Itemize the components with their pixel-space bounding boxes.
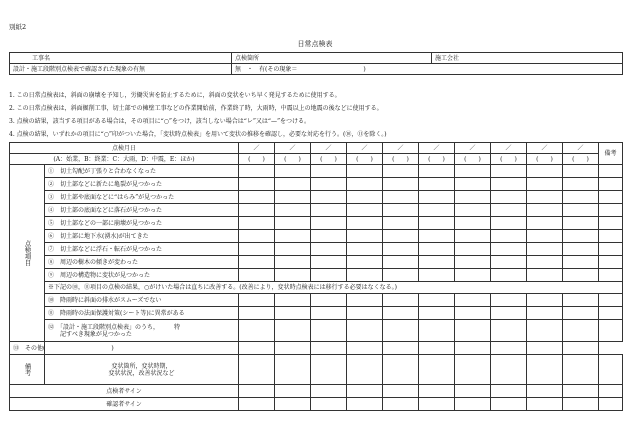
remarks-cell[interactable] (599, 355, 623, 385)
check-cell[interactable] (563, 307, 599, 320)
check-cell[interactable] (347, 204, 383, 217)
check-cell[interactable] (563, 165, 599, 178)
sign-cell[interactable] (455, 385, 491, 398)
check-cell[interactable] (527, 243, 563, 256)
check-cell[interactable] (491, 191, 527, 204)
item-label: ③ 切土部や底面などに“はらみ”が見つかった (45, 191, 239, 204)
check-cell[interactable] (383, 256, 419, 269)
remarks-label: 備考 (10, 355, 45, 385)
check-cell[interactable] (275, 204, 311, 217)
check-cell[interactable] (275, 307, 311, 320)
remarks-cell[interactable] (599, 269, 623, 282)
remarks-cell[interactable] (599, 320, 623, 342)
check-cell[interactable] (563, 191, 599, 204)
check-cell[interactable] (383, 342, 419, 355)
remarks-cell[interactable] (563, 342, 599, 355)
sign-cell[interactable] (239, 385, 275, 398)
note-2: 2. この日常点検表は，斜面掘削工事，切土部での擁壁工事などの作業開始前，作業終了時，大雨時，中震以上の地震の後などに使用する。 (9, 105, 383, 112)
remarks-hint-line1: 変状箇所，変状時期， (111, 362, 172, 370)
remarks-input[interactable] (419, 355, 455, 385)
check-cell[interactable] (347, 307, 383, 320)
check-cell[interactable] (275, 191, 311, 204)
date-cell[interactable]: ／ (563, 143, 599, 154)
check-cell[interactable] (347, 230, 383, 243)
remarks-header: 備考 (599, 143, 623, 165)
check-cell[interactable] (563, 294, 599, 307)
check-cell[interactable] (527, 217, 563, 230)
check-cell[interactable] (275, 165, 311, 178)
check-cell[interactable] (311, 165, 347, 178)
remarks-cell[interactable] (599, 307, 623, 320)
check-cell[interactable] (563, 204, 599, 217)
item-label: ⑦ 切土部などに浮石・転石が見つかった (45, 243, 239, 256)
contractor-field[interactable]: 施工会社 (432, 53, 623, 64)
check-cell[interactable] (311, 342, 347, 355)
check-cell[interactable] (491, 320, 527, 342)
sign-cell[interactable] (455, 398, 491, 411)
check-cell[interactable] (347, 320, 383, 342)
check-cell[interactable] (419, 320, 455, 342)
check-cell[interactable] (491, 307, 527, 320)
check-cell[interactable] (527, 191, 563, 204)
sign-cell[interactable] (383, 398, 419, 411)
check-cell[interactable] (347, 269, 383, 282)
check-cell[interactable] (527, 307, 563, 320)
check-cell[interactable] (527, 178, 563, 191)
check-cell[interactable] (275, 294, 311, 307)
check-cell[interactable] (419, 307, 455, 320)
item-label: ① 切土勾配が丁張りと合わなくなった (45, 165, 239, 178)
header-date-label: 点検月日 (10, 143, 239, 154)
check-cell[interactable] (347, 256, 383, 269)
date-cell[interactable]: ／ (527, 143, 563, 154)
remarks-cell[interactable] (599, 256, 623, 269)
check-cell[interactable] (563, 217, 599, 230)
check-cell[interactable] (311, 269, 347, 282)
check-cell[interactable] (527, 204, 563, 217)
check-cell[interactable] (455, 204, 491, 217)
check-cell[interactable] (275, 230, 311, 243)
remarks-cell[interactable] (599, 165, 623, 178)
check-cell[interactable] (311, 178, 347, 191)
check-cell[interactable] (311, 320, 347, 342)
sign-cell[interactable] (563, 385, 599, 398)
check-cell[interactable] (563, 269, 599, 282)
sign-cell[interactable] (599, 385, 623, 398)
category-label: 点検項目 (10, 165, 45, 342)
type-cell[interactable]: ( ) (275, 154, 311, 165)
item-label: ④ 切土部の底面などに落石が見つかった (45, 204, 239, 217)
remarks-hint (45, 355, 239, 385)
check-cell[interactable] (275, 256, 311, 269)
work-name-field[interactable]: 工事名 (10, 53, 232, 64)
check-cell[interactable] (419, 191, 455, 204)
date-cell[interactable]: ／ (311, 143, 347, 154)
sign-cell[interactable] (599, 398, 623, 411)
check-cell[interactable] (563, 320, 599, 342)
check-cell[interactable] (383, 230, 419, 243)
check-cell[interactable] (455, 178, 491, 191)
sign-cell[interactable] (311, 398, 347, 411)
remarks-input[interactable] (527, 355, 563, 385)
check-cell[interactable] (311, 204, 347, 217)
check-cell[interactable] (419, 178, 455, 191)
type-cell[interactable]: ( ) (239, 154, 275, 165)
page-title: 日常点検表 (297, 40, 333, 48)
type-cell[interactable]: ( ) (491, 154, 527, 165)
sign-cell[interactable] (347, 398, 383, 411)
check-cell[interactable] (383, 217, 419, 230)
check-cell[interactable] (419, 217, 455, 230)
check-cell[interactable] (455, 294, 491, 307)
confirm-label: 設計・施工段階別点検表で確認された現象の有無 (10, 64, 232, 75)
check-cell[interactable] (491, 165, 527, 178)
remarks-input[interactable] (491, 355, 527, 385)
remarks-cell[interactable] (599, 217, 623, 230)
check-cell[interactable] (383, 191, 419, 204)
sign-cell[interactable] (275, 385, 311, 398)
item-12-line2: 記すべき現象が見つかった (60, 330, 132, 338)
sign-cell[interactable] (239, 398, 275, 411)
check-cell[interactable] (311, 217, 347, 230)
sign-cell[interactable] (311, 385, 347, 398)
check-cell[interactable] (239, 320, 275, 342)
check-cell[interactable] (239, 217, 275, 230)
date-cell[interactable]: ／ (239, 143, 275, 154)
sign-cell[interactable] (527, 398, 563, 411)
check-cell[interactable] (419, 256, 455, 269)
check-cell[interactable] (563, 230, 599, 243)
item-label: ⑤ 切土部などの一部に崩壊が見つかった (45, 217, 239, 230)
sign-cell[interactable] (347, 385, 383, 398)
check-cell[interactable] (239, 165, 275, 178)
check-cell[interactable] (347, 178, 383, 191)
type-cell[interactable]: ( ) (347, 154, 383, 165)
type-cell[interactable]: ( ) (419, 154, 455, 165)
confirmer-sign-label: 確認者サイン (10, 398, 239, 411)
check-cell[interactable] (275, 178, 311, 191)
check-cell[interactable] (311, 191, 347, 204)
check-cell[interactable] (347, 165, 383, 178)
check-cell[interactable] (455, 230, 491, 243)
check-cell[interactable] (527, 269, 563, 282)
check-cell[interactable] (311, 230, 347, 243)
check-cell[interactable] (527, 294, 563, 307)
header-legend: (A：始業，B：終業：C：大雨，D：中震，E：ほか) (10, 154, 239, 165)
check-cell[interactable] (383, 243, 419, 256)
item-12-line1: ⑫ 「設計・施工段階別点検表」のうち， 特 (48, 323, 181, 331)
check-cell[interactable] (383, 294, 419, 307)
confirm-options[interactable]: 無 ・ 有(その現象＝ ) (232, 64, 623, 75)
check-cell[interactable] (239, 230, 275, 243)
check-cell[interactable] (455, 165, 491, 178)
check-cell[interactable] (455, 191, 491, 204)
remarks-input[interactable] (383, 355, 419, 385)
check-cell[interactable] (491, 342, 527, 355)
note-1: 1. この日常点検表は，斜面の崩壊を予知し，労働災害を防止するために，斜面の変状をいち早く発見するために使用する。 (9, 92, 341, 99)
item-12 (45, 320, 239, 342)
check-cell[interactable] (455, 269, 491, 282)
remarks-cell[interactable] (599, 243, 623, 256)
check-cell[interactable] (527, 342, 563, 355)
check-cell[interactable] (563, 256, 599, 269)
check-cell[interactable] (347, 191, 383, 204)
inspection-grid (9, 142, 623, 411)
date-cell[interactable]: ／ (383, 143, 419, 154)
check-cell[interactable] (239, 191, 275, 204)
check-cell[interactable] (275, 269, 311, 282)
item-13: ⑬ その他( ) (10, 342, 45, 355)
check-cell[interactable] (239, 269, 275, 282)
check-cell[interactable] (419, 204, 455, 217)
check-cell[interactable] (239, 204, 275, 217)
item-label: ⑨ 周辺の構造物に変状が見つかった (45, 269, 239, 282)
check-cell[interactable] (347, 243, 383, 256)
type-cell[interactable]: ( ) (563, 154, 599, 165)
check-cell[interactable] (491, 204, 527, 217)
check-cell[interactable] (563, 243, 599, 256)
note-4: 4. 点検の結果，いずれかの項目に“○”印がついた場合，「変状時点検表」を用いて変状の推移を確認し，必要な対応を行う。(⑩，⑪を除く。) (9, 131, 387, 138)
item-label: ⑧ 周辺の樹木の傾きが変わった (45, 256, 239, 269)
remarks-hint-line2: 変状状況，改善状況など (108, 369, 175, 377)
sign-cell[interactable] (419, 398, 455, 411)
date-cell[interactable]: ／ (491, 143, 527, 154)
check-cell[interactable] (419, 269, 455, 282)
check-cell[interactable] (527, 320, 563, 342)
check-cell[interactable] (455, 243, 491, 256)
check-cell[interactable] (491, 230, 527, 243)
check-cell[interactable] (563, 178, 599, 191)
remarks-cell[interactable] (599, 230, 623, 243)
check-cell[interactable] (311, 294, 347, 307)
info-table (9, 52, 623, 75)
check-cell[interactable] (491, 269, 527, 282)
check-cell[interactable] (491, 217, 527, 230)
mid-note: ※下記の⑩，⑪項目の点検の結果，○がけいた場合は直ちに改善する。(改善により，変状時点検表には移行する必要はなくなる。) (45, 282, 623, 294)
remarks-cell[interactable] (599, 178, 623, 191)
date-cell[interactable]: ／ (419, 143, 455, 154)
check-cell[interactable] (419, 243, 455, 256)
item-label: ⑪ 降雨時の法面保護対策(シート等)に異常がある (45, 307, 239, 320)
check-cell[interactable] (239, 294, 275, 307)
check-cell[interactable] (311, 243, 347, 256)
check-cell[interactable] (383, 269, 419, 282)
check-cell[interactable] (347, 342, 383, 355)
check-cell[interactable] (239, 178, 275, 191)
check-cell[interactable] (419, 294, 455, 307)
check-cell[interactable] (419, 165, 455, 178)
check-cell[interactable] (383, 178, 419, 191)
check-cell[interactable] (311, 256, 347, 269)
check-cell[interactable] (491, 256, 527, 269)
check-cell[interactable] (383, 204, 419, 217)
check-cell[interactable] (455, 256, 491, 269)
inspector-sign-label: 点検者サイン (10, 385, 239, 398)
check-cell[interactable] (239, 342, 275, 355)
check-cell[interactable] (527, 256, 563, 269)
check-cell[interactable] (239, 256, 275, 269)
check-cell[interactable] (239, 243, 275, 256)
check-cell[interactable] (347, 217, 383, 230)
item-label: ⑥ 切土部に地下水(湧水)が出てきた (45, 230, 239, 243)
check-cell[interactable] (383, 307, 419, 320)
type-cell[interactable]: ( ) (455, 154, 491, 165)
sign-cell[interactable] (563, 398, 599, 411)
item-label: ⑩ 降雨時に斜面の排水がスムーズでない (45, 294, 239, 307)
remarks-input[interactable] (239, 355, 275, 385)
remarks-input[interactable] (455, 355, 491, 385)
type-cell[interactable]: ( ) (383, 154, 419, 165)
check-cell[interactable] (455, 307, 491, 320)
check-cell[interactable] (419, 230, 455, 243)
date-cell[interactable]: ／ (455, 143, 491, 154)
check-cell[interactable] (275, 342, 311, 355)
remarks-input[interactable] (311, 355, 347, 385)
remarks-cell[interactable] (599, 204, 623, 217)
check-cell[interactable] (455, 217, 491, 230)
note-3: 3. 点検の結果，該当する項目がある場合は，その項目に“○”をつけ，該当しない場合は“レ”又は“—”をつける。 (9, 118, 311, 125)
remarks-input[interactable] (275, 355, 311, 385)
check-cell[interactable] (491, 243, 527, 256)
sign-cell[interactable] (527, 385, 563, 398)
check-cell[interactable] (527, 165, 563, 178)
remarks-cell[interactable] (599, 294, 623, 307)
check-cell[interactable] (383, 320, 419, 342)
sign-cell[interactable] (419, 385, 455, 398)
remarks-input[interactable] (347, 355, 383, 385)
item-label: ② 切土部などに新たに亀裂が見つかった (45, 178, 239, 191)
check-cell[interactable] (419, 342, 455, 355)
check-cell[interactable] (275, 243, 311, 256)
check-cell[interactable] (491, 294, 527, 307)
sign-cell[interactable] (491, 398, 527, 411)
check-cell[interactable] (491, 178, 527, 191)
check-cell[interactable] (347, 294, 383, 307)
sign-cell[interactable] (275, 398, 311, 411)
date-cell[interactable]: ／ (347, 143, 383, 154)
check-cell[interactable] (239, 307, 275, 320)
check-cell[interactable] (455, 342, 491, 355)
date-cell[interactable]: ／ (275, 143, 311, 154)
type-cell[interactable]: ( ) (311, 154, 347, 165)
remarks-input[interactable] (563, 355, 599, 385)
check-cell[interactable] (311, 307, 347, 320)
check-cell[interactable] (455, 320, 491, 342)
check-cell[interactable] (527, 230, 563, 243)
check-cell[interactable] (275, 217, 311, 230)
type-cell[interactable]: ( ) (527, 154, 563, 165)
appendix-label: 別紙2 (9, 23, 27, 31)
sign-cell[interactable] (383, 385, 419, 398)
sign-cell[interactable] (491, 385, 527, 398)
remarks-cell[interactable] (599, 191, 623, 204)
check-cell[interactable] (275, 320, 311, 342)
check-cell[interactable] (383, 165, 419, 178)
location-field[interactable]: 点検箇所 (232, 53, 432, 64)
